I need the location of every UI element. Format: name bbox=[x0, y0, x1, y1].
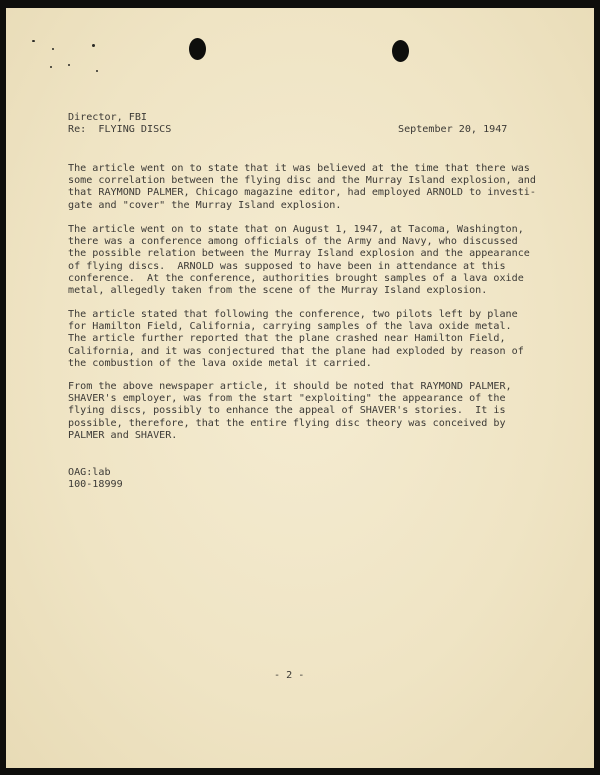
text-line: flying discs, possibly to enhance the appeal of SHAVER's stories. It is bbox=[68, 405, 506, 417]
document-date: September 20, 1947 bbox=[398, 124, 508, 135]
text-line: The article went on to state that it was believed at the time that there was bbox=[68, 163, 530, 174]
page-number: - 2 - bbox=[274, 670, 305, 681]
text-line: some correlation between the flying disc and the Murray Island explosion, and bbox=[68, 175, 536, 187]
punch-hole-right bbox=[392, 40, 409, 62]
text-line: From the above newspaper article, it should be noted that RAYMOND PALMER, bbox=[68, 381, 512, 392]
ink-speck bbox=[52, 48, 54, 50]
text-line: the combustion of the lava oxide metal it carried. bbox=[68, 357, 372, 369]
ink-speck bbox=[68, 64, 70, 66]
text-line: The article went on to state that on August 1, 1947, at Tacoma, Washington, bbox=[68, 224, 524, 235]
text-line: of flying discs. ARNOLD was supposed to have been in attendance at this bbox=[68, 260, 506, 272]
text-line: there was a conference among officials of the Army and Navy, who discussed bbox=[68, 236, 518, 248]
body-paragraph-3 bbox=[68, 309, 538, 370]
addressee-line: Director, FBI bbox=[68, 112, 148, 123]
text-line: The article stated that following the conference, two pilots left by plane bbox=[68, 309, 518, 320]
ink-speck bbox=[32, 40, 35, 42]
file-number: 100-18999 bbox=[68, 479, 123, 490]
text-line: SHAVER's employer, was from the start "exploiting" the appearance of the bbox=[68, 393, 506, 405]
ink-speck bbox=[50, 66, 52, 68]
subject-line: Re: FLYING DISCS bbox=[68, 124, 172, 135]
text-line: California, and it was conjectured that the plane had exploded by reason of bbox=[68, 345, 524, 357]
document-page bbox=[6, 8, 594, 768]
reference-initials: OAG:lab bbox=[68, 467, 111, 478]
text-line: The article further reported that the plane crashed near Hamilton Field, bbox=[68, 333, 506, 345]
text-line: conference. At the conference, authorities brought samples of a lava oxide bbox=[68, 272, 524, 284]
body-paragraph-1 bbox=[68, 163, 538, 212]
body-paragraph-2 bbox=[68, 224, 538, 297]
body-paragraph-4 bbox=[68, 381, 538, 442]
punch-hole-left bbox=[189, 38, 206, 60]
text-line: possible, therefore, that the entire flying disc theory was conceived by bbox=[68, 417, 506, 429]
text-line: gate and "cover" the Murray Island explosion. bbox=[68, 199, 342, 211]
ink-speck bbox=[92, 44, 95, 47]
text-line: the possible relation between the Murray Island explosion and the appearance bbox=[68, 248, 530, 260]
ink-speck bbox=[96, 70, 98, 72]
text-line: PALMER and SHAVER. bbox=[68, 429, 178, 441]
text-line: metal, allegedly taken from the scene of the Murray Island explosion. bbox=[68, 285, 488, 297]
text-line: that RAYMOND PALMER, Chicago magazine editor, had employed ARNOLD to investi- bbox=[68, 187, 536, 199]
text-line: for Hamilton Field, California, carrying samples of the lava oxide metal. bbox=[68, 321, 512, 333]
